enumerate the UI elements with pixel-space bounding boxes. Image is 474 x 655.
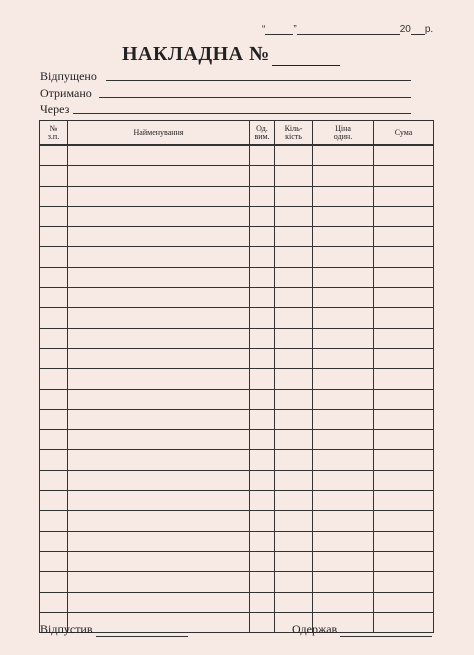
cell-price[interactable] (313, 551, 374, 571)
cell-sum[interactable] (374, 145, 434, 166)
cell-unit[interactable] (250, 227, 275, 247)
cell-price[interactable] (313, 369, 374, 389)
cell-sum[interactable] (374, 592, 434, 612)
cell-name[interactable] (68, 369, 250, 389)
cell-num[interactable] (40, 328, 68, 348)
cell-name[interactable] (68, 389, 250, 409)
cell-qty[interactable] (275, 409, 313, 429)
released-line-wrap (106, 69, 411, 83)
cell-num[interactable] (40, 470, 68, 490)
cell-name[interactable] (68, 531, 250, 551)
released-label: Відпущено (40, 69, 97, 83)
month-blank[interactable] (297, 24, 400, 35)
cell-qty[interactable] (275, 430, 313, 450)
cell-unit[interactable] (250, 328, 275, 348)
cell-unit[interactable] (250, 531, 275, 551)
cell-sum[interactable] (374, 247, 434, 267)
cell-price[interactable] (313, 227, 374, 247)
cell-qty[interactable] (275, 470, 313, 490)
cell-unit[interactable] (250, 592, 275, 612)
cell-name[interactable] (68, 328, 250, 348)
received-line-wrap (99, 86, 411, 100)
cell-unit[interactable] (250, 206, 275, 226)
table-row (40, 572, 434, 592)
title-text: НАКЛАДНА № (122, 43, 270, 65)
table-row (40, 267, 434, 287)
cell-unit[interactable] (250, 186, 275, 206)
cell-num[interactable] (40, 450, 68, 470)
cell-price[interactable] (313, 470, 374, 490)
table-row (40, 592, 434, 612)
cell-qty[interactable] (275, 592, 313, 612)
released-by-signature (40, 622, 188, 637)
cell-num[interactable] (40, 227, 68, 247)
cell-num[interactable] (40, 288, 68, 308)
day-blank[interactable] (265, 24, 293, 35)
table-row (40, 227, 434, 247)
cell-qty[interactable] (275, 511, 313, 531)
cell-unit[interactable] (250, 491, 275, 511)
cell-name[interactable] (68, 470, 250, 490)
cell-unit[interactable] (250, 267, 275, 287)
cell-unit[interactable] (250, 511, 275, 531)
table-row (40, 145, 434, 166)
date-line (262, 24, 433, 35)
table-row (40, 308, 434, 328)
table-row (40, 186, 434, 206)
cell-sum[interactable] (374, 227, 434, 247)
table-row (40, 450, 434, 470)
cell-qty[interactable] (275, 328, 313, 348)
cell-sum[interactable] (374, 308, 434, 328)
cell-price[interactable] (313, 186, 374, 206)
received-by-signature (292, 622, 432, 637)
year-suffix: р. (424, 24, 434, 35)
cell-unit[interactable] (250, 288, 275, 308)
cell-price[interactable] (313, 267, 374, 287)
cell-num[interactable] (40, 430, 68, 450)
cell-price[interactable] (313, 328, 374, 348)
cell-unit[interactable] (250, 145, 275, 166)
cell-unit[interactable] (250, 572, 275, 592)
cell-name[interactable] (68, 491, 250, 511)
cell-num[interactable] (40, 308, 68, 328)
released-line[interactable] (106, 80, 411, 81)
cell-qty[interactable] (275, 491, 313, 511)
cell-qty[interactable] (275, 166, 313, 186)
cell-num[interactable] (40, 267, 68, 287)
table-row (40, 166, 434, 186)
cell-unit[interactable] (250, 348, 275, 368)
cell-qty[interactable] (275, 572, 313, 592)
table-row (40, 247, 434, 267)
cell-unit[interactable] (250, 551, 275, 571)
cell-unit[interactable] (250, 369, 275, 389)
col-header-sum: Сума (374, 121, 434, 146)
cell-sum[interactable] (374, 551, 434, 571)
table-row (40, 206, 434, 226)
received-line[interactable] (99, 97, 411, 98)
cell-qty[interactable] (275, 389, 313, 409)
cell-num[interactable] (40, 409, 68, 429)
cell-unit[interactable] (250, 450, 275, 470)
cell-name[interactable] (68, 247, 250, 267)
received-field (40, 86, 92, 101)
col-header-price: Ціна один. (313, 121, 374, 146)
table-row (40, 531, 434, 551)
table-row (40, 470, 434, 490)
cell-unit[interactable] (250, 470, 275, 490)
cell-qty[interactable] (275, 450, 313, 470)
cell-name[interactable] (68, 592, 250, 612)
cell-name[interactable] (68, 206, 250, 226)
cell-num[interactable] (40, 247, 68, 267)
cell-price[interactable] (313, 247, 374, 267)
cell-price[interactable] (313, 166, 374, 186)
cell-unit[interactable] (250, 166, 275, 186)
cell-name[interactable] (68, 551, 250, 571)
cell-unit[interactable] (250, 389, 275, 409)
cell-price[interactable] (313, 430, 374, 450)
cell-price[interactable] (313, 206, 374, 226)
cell-sum[interactable] (374, 288, 434, 308)
date-quote-open: “ (262, 24, 266, 35)
cell-num[interactable] (40, 592, 68, 612)
cell-qty[interactable] (275, 348, 313, 368)
cell-sum[interactable] (374, 470, 434, 490)
col-header-name: Найменування (68, 121, 250, 146)
cell-name[interactable] (68, 430, 250, 450)
received-by-label: Одержав (292, 622, 338, 636)
table-row (40, 389, 434, 409)
cell-qty[interactable] (275, 551, 313, 571)
cell-sum[interactable] (374, 491, 434, 511)
cell-num[interactable] (40, 348, 68, 368)
cell-price[interactable] (313, 511, 374, 531)
date-quote-close: ” (293, 24, 297, 35)
cell-unit[interactable] (250, 430, 275, 450)
table-row (40, 328, 434, 348)
cell-qty[interactable] (275, 531, 313, 551)
cell-num[interactable] (40, 369, 68, 389)
cell-num[interactable] (40, 166, 68, 186)
released-by-line[interactable] (96, 624, 188, 637)
table-row (40, 369, 434, 389)
cell-name[interactable] (68, 186, 250, 206)
cell-sum[interactable] (374, 531, 434, 551)
year-blank[interactable] (411, 24, 425, 35)
cell-price[interactable] (313, 389, 374, 409)
via-line[interactable] (73, 113, 411, 114)
via-label: Через (40, 102, 70, 116)
cell-sum[interactable] (374, 348, 434, 368)
cell-name[interactable] (68, 450, 250, 470)
cell-unit[interactable] (250, 308, 275, 328)
cell-qty[interactable] (275, 267, 313, 287)
table-header-row (40, 121, 434, 146)
table-row (40, 511, 434, 531)
table-row (40, 491, 434, 511)
cell-qty[interactable] (275, 288, 313, 308)
cell-unit[interactable] (250, 247, 275, 267)
cell-price[interactable] (313, 450, 374, 470)
col-header-unit: Од. вим. (250, 121, 275, 146)
cell-sum[interactable] (374, 409, 434, 429)
table-row (40, 409, 434, 429)
document-number-blank[interactable] (272, 47, 340, 66)
cell-sum[interactable] (374, 430, 434, 450)
received-by-line[interactable] (340, 624, 432, 637)
cell-price[interactable] (313, 288, 374, 308)
cell-price[interactable] (313, 409, 374, 429)
cell-unit[interactable] (250, 612, 275, 632)
cell-num[interactable] (40, 531, 68, 551)
cell-name[interactable] (68, 267, 250, 287)
cell-sum[interactable] (374, 511, 434, 531)
cell-price[interactable] (313, 592, 374, 612)
col-header-qty: Кіль- кість (275, 121, 313, 146)
cell-qty[interactable] (275, 308, 313, 328)
cell-name[interactable] (68, 572, 250, 592)
cell-qty[interactable] (275, 186, 313, 206)
goods-table (39, 120, 434, 633)
cell-num[interactable] (40, 551, 68, 571)
table-row (40, 551, 434, 571)
cell-price[interactable] (313, 491, 374, 511)
cell-name[interactable] (68, 145, 250, 166)
table-row (40, 430, 434, 450)
cell-sum[interactable] (374, 450, 434, 470)
cell-name[interactable] (68, 511, 250, 531)
cell-qty[interactable] (275, 206, 313, 226)
released-field (40, 69, 97, 84)
cell-name[interactable] (68, 227, 250, 247)
cell-name[interactable] (68, 288, 250, 308)
cell-num[interactable] (40, 491, 68, 511)
cell-num[interactable] (40, 572, 68, 592)
cell-num[interactable] (40, 389, 68, 409)
table-row (40, 348, 434, 368)
cell-num[interactable] (40, 511, 68, 531)
cell-num[interactable] (40, 206, 68, 226)
cell-qty[interactable] (275, 145, 313, 166)
year-prefix: 20 (399, 24, 411, 35)
cell-price[interactable] (313, 308, 374, 328)
cell-num[interactable] (40, 186, 68, 206)
table-body (40, 145, 434, 633)
cell-price[interactable] (313, 572, 374, 592)
table-row (40, 288, 434, 308)
cell-sum[interactable] (374, 267, 434, 287)
cell-name[interactable] (68, 166, 250, 186)
document-title (122, 43, 340, 66)
cell-price[interactable] (313, 531, 374, 551)
cell-sum[interactable] (374, 328, 434, 348)
cell-sum[interactable] (374, 206, 434, 226)
cell-sum[interactable] (374, 186, 434, 206)
cell-name[interactable] (68, 308, 250, 328)
cell-price[interactable] (313, 348, 374, 368)
cell-qty[interactable] (275, 227, 313, 247)
cell-sum[interactable] (374, 572, 434, 592)
cell-name[interactable] (68, 409, 250, 429)
released-by-label: Відпустив (40, 622, 93, 636)
cell-name[interactable] (68, 348, 250, 368)
cell-sum[interactable] (374, 369, 434, 389)
via-line-wrap (73, 102, 411, 116)
via-field (40, 102, 69, 117)
cell-sum[interactable] (374, 166, 434, 186)
cell-sum[interactable] (374, 389, 434, 409)
cell-price[interactable] (313, 145, 374, 166)
cell-qty[interactable] (275, 247, 313, 267)
received-label: Отримано (40, 86, 92, 100)
cell-num[interactable] (40, 145, 68, 166)
cell-unit[interactable] (250, 409, 275, 429)
col-header-num: № з.п. (40, 121, 68, 146)
cell-qty[interactable] (275, 369, 313, 389)
